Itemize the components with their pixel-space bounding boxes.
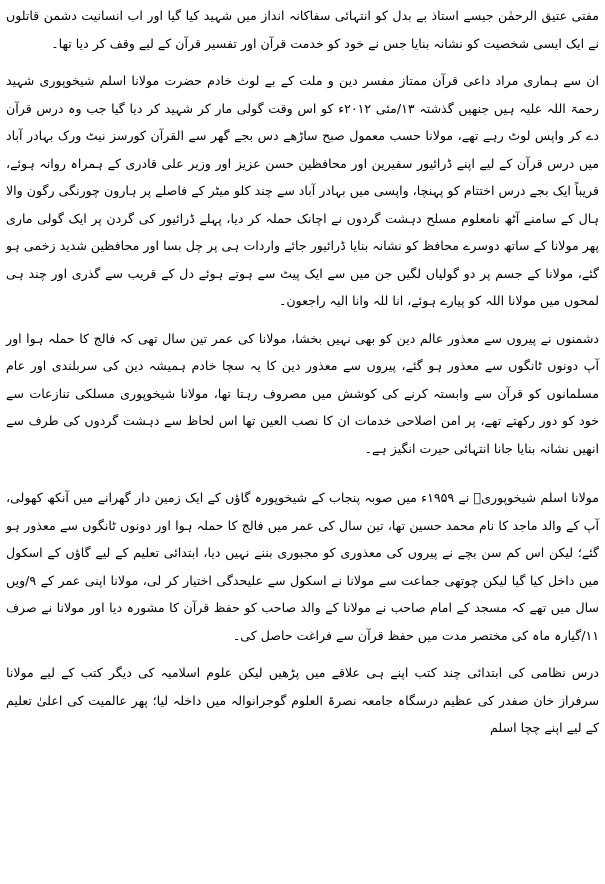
paragraph-disability-service: دشمنوں نے پیروں سے معذور عالم دین کو بھی نہیں بخشا، مولانا کی عمر تین سال تھی کہ فالج کا حملہ ہوا اور آپ دونوں ٹانگوں سے معذور ہو گئے، پیروں سے معذور دین کا یہ سچا خادم ہمیشہ دین کی سربلندی اور عام مسلمانوں کو قرآن سے وابستہ کرنے کی کوشش میں مصروف رہتا تھا، مولانا شیخوپوری مسلکی تنازعات سے خود کو دور رکھتے تھے، پر امن اصلاحی خدمات ان کا نصب العین تھا اس لحاظ سے دہشت گردوں کی طرف سے انھیں نشانہ بنایا جانا انتہائی حیرت انگیز ہے۔ (6, 330, 599, 456)
paragraph-martyrdom-account: ان سے ہماری مراد داعی قرآن ممتاز مفسر دین و ملت کے بے لوث خادم حضرت مولانا اسلم شیخوپوری شہید رحمۃ اللہ علیہ ہیں جنھیں گذشتہ ۱۳/مئی ۲۰۱۲ء کو اس وقت گولی مار کر شہید کر دیا گیا جب وہ درس قرآن دے کر واپس لوٹ رہے تھے، مولانا حسب معمول صبح ساڑھے دس بجے گھر سے القرآن کورسز نیٹ ورک بہادر آباد میں درس قرآن کے لیے اپنے ڈرائیور سفیرین اور محافظین حسن عزیز اور وزیر علی قادری کے ہمراہ روانہ ہوئے، قریباً ایک بجے درس اختتام کو پہنچا، واپسی میں بہادر آباد سے چند کلو میٹر کے فاصلے پر ہارون چورنگی رگون والا ہال کے سامنے آٹھ نامعلوم مسلح دہشت گردوں نے اچانک حملہ کر دیا، پہلے ڈرائیور کی گردن پر ایک گولی ماری پھر مولانا کے ساتھ دوسرے محافظ کو نشانہ بنایا ڈرائیور جائے واردات ہی پر چل بسا اور محافظین شدید زخمی ہو گئے، مولانا کے جسم پر دو گولیاں لگیں جن میں سے ایک پیٹ سے ہوتے ہوئے دل کے قریب سے گذری اور چند ہی لمحوں میں مولانا اللہ کو پیارے ہوئے، انا للہ وانا الیہ راجعون۔ (6, 73, 599, 308)
paragraph-intro: مفتی عتیق الرحمٰن جیسے استاذ بے بدل کو انتہائی سفاکانہ انداز میں شہید کیا گیا اور اب انسانیت دشمن قاتلوں نے ایک ایسی شخصیت کو نشانہ بنایا جس نے خود کو خدمت قرآن اور تفسیر قرآن کے لیے وقف کر دیا تھا۔ (6, 8, 599, 51)
paragraph-education: درس نظامی کی ابتدائی چند کتب اپنے ہی علاقے میں پڑھیں لیکن علوم اسلامیہ کی دیگر کتب کے لیے مولانا سرفراز خان صفدر کی عظیم درسگاہ جامعہ نصرۃ العلوم گوجرانوالہ میں داخلہ لیا؛ پھر عالمیت کی اعلیٰ تعلیم کے لیے اپنے چچا اسلم (6, 665, 599, 735)
paragraph-early-life: مولانا اسلم شیخوپوریؒ نے ۱۹۵۹ء میں صوبہ پنجاب کے شیخوپورہ گاؤں کے ایک زمین دار گھرانے میں آنکھ کھولی، آپ کے والد ماجد کا نام محمد حسین تھا، تین سال کی عمر میں فالج کا حملہ ہوا اور دونوں ٹانگوں سے معذور ہو گئے؛ لیکن اس کم سن بچے نے پیروں کی معذوری کو مجبوری بننے نہیں دیا، ابتدائی تعلیم کے لیے گاؤں کے اسکول میں داخل کیا گیا لیکن چوتھی جماعت سے مولانا نے اسکول سے علیحدگی اختیار کر لی، مولانا اپنی عمر کے ۹/ویں سال میں تھے کہ مسجد کے امام صاحب نے مولانا کے والد صاحب کو حفظ قرآن کا مشورہ دیا اور مولانا نے صرف ۱۱/گیارہ ماہ کی مختصر مدت میں حفظ قرآن سے فراغت حاصل کی۔ (6, 490, 600, 643)
